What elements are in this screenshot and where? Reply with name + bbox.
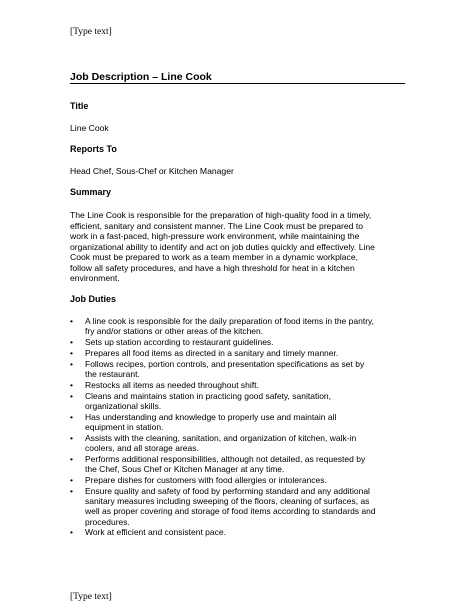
list-item-text: fry and/or stations or other areas of the kitchen. bbox=[85, 326, 264, 337]
bullet-icon: • bbox=[70, 337, 73, 348]
list-item-text: A line cook is responsible for the daily preparation of food items in the pantry, bbox=[85, 316, 375, 326]
section-text-reports-to: Head Chef, Sous-Chef or Kitchen Manager bbox=[70, 166, 234, 176]
bullet-icon: • bbox=[70, 316, 73, 326]
bullet-icon: • bbox=[70, 379, 73, 390]
bullet-icon: • bbox=[70, 432, 73, 443]
bullet-icon: • bbox=[70, 347, 73, 358]
list-item-text: Sets up station according to restaurant guidelines. bbox=[85, 337, 274, 348]
list-item-text: sanitary measures including sweeping of the floors, cleaning of surfaces, as bbox=[85, 496, 370, 507]
bullet-icon: • bbox=[70, 453, 73, 464]
list-item-text: Prepares all food items as directed in a sanitary and timely manner. bbox=[85, 347, 339, 358]
list-item-text: Ensure quality and safety of food by performing standard and any additional bbox=[85, 485, 370, 496]
list-item-text: the restaurant. bbox=[85, 368, 140, 379]
list-item-text: Assists with the cleaning, sanitation, and organization of kitchen, walk-in bbox=[85, 432, 357, 443]
list-item bbox=[70, 380, 415, 390]
list-item-text: equipment in station. bbox=[85, 421, 164, 432]
list-item-text: Restocks all items as needed throughout shift. bbox=[85, 379, 259, 390]
list-item bbox=[70, 316, 415, 337]
list-item-text: well as proper covering and storage of food items according to standards and bbox=[85, 506, 376, 517]
list-item bbox=[70, 527, 415, 537]
list-item bbox=[70, 391, 415, 412]
summary-line: efficient, sanitary and consistent manner. The Line Cook must be prepared to bbox=[70, 220, 363, 231]
bullet-icon: • bbox=[70, 411, 73, 422]
bullet-icon: • bbox=[70, 474, 73, 485]
list-item bbox=[70, 337, 415, 347]
bullet-icon: • bbox=[70, 485, 73, 496]
section-heading-summary: Summary bbox=[70, 187, 112, 197]
page-footer-text: [Type text] bbox=[70, 592, 112, 602]
list-item bbox=[70, 454, 415, 475]
list-item bbox=[70, 475, 415, 485]
summary-line: organizational ability to identify and act on job duties quickly and effectively. Line bbox=[70, 241, 375, 252]
list-item-text: Performs additional responsibilities, although not detailed, as requested by bbox=[85, 453, 366, 464]
list-item-text: procedures. bbox=[85, 516, 130, 527]
page-header-text: [Type text] bbox=[70, 27, 112, 37]
list-item-text: organizational skills. bbox=[85, 400, 162, 411]
list-item-text: Prepare dishes for customers with food allergies or intolerances. bbox=[85, 474, 327, 485]
list-item bbox=[70, 412, 415, 433]
list-item-text: Work at efficient and consistent pace. bbox=[85, 527, 226, 538]
list-item-text: Has understanding and knowledge to properly use and maintain all bbox=[85, 411, 337, 422]
summary-line: The Line Cook is responsible for the preparation of high-quality food in a timely, bbox=[70, 210, 372, 220]
list-item-text: coolers, and all storage areas. bbox=[85, 443, 199, 454]
list-item bbox=[70, 348, 415, 358]
bullet-icon: • bbox=[70, 390, 73, 401]
section-heading-job-duties: Job Duties bbox=[70, 294, 117, 304]
list-item-text: Follows recipes, portion controls, and presentation specifications as set by bbox=[85, 358, 365, 369]
summary-line: Cook must be prepared to work as a team member in a dynamic workplace, bbox=[70, 252, 359, 262]
document-title: Job Description – Line Cook bbox=[70, 71, 405, 84]
section-heading-title: Title bbox=[70, 101, 89, 111]
summary-line: follow all safety procedures, and have a high threshold for heat in a kitchen bbox=[70, 262, 355, 273]
bullet-icon: • bbox=[70, 358, 73, 369]
list-item bbox=[70, 486, 415, 527]
bullet-icon: • bbox=[70, 527, 73, 538]
summary-line: work in a fast-paced, high-pressure work environment, while maintaining the bbox=[70, 231, 360, 241]
section-heading-reports-to: Reports To bbox=[70, 144, 117, 154]
section-text-title: Line Cook bbox=[70, 123, 109, 133]
list-item bbox=[70, 359, 415, 380]
list-item-text: the Chef, Sous Chef or Kitchen Manager at any time. bbox=[85, 464, 285, 475]
job-duties-list bbox=[70, 316, 415, 538]
list-item bbox=[70, 433, 415, 454]
summary-paragraph bbox=[70, 210, 415, 284]
summary-line: environment. bbox=[70, 273, 120, 283]
list-item-text: Cleans and maintains station in practicing good safety, sanitation, bbox=[85, 390, 332, 401]
